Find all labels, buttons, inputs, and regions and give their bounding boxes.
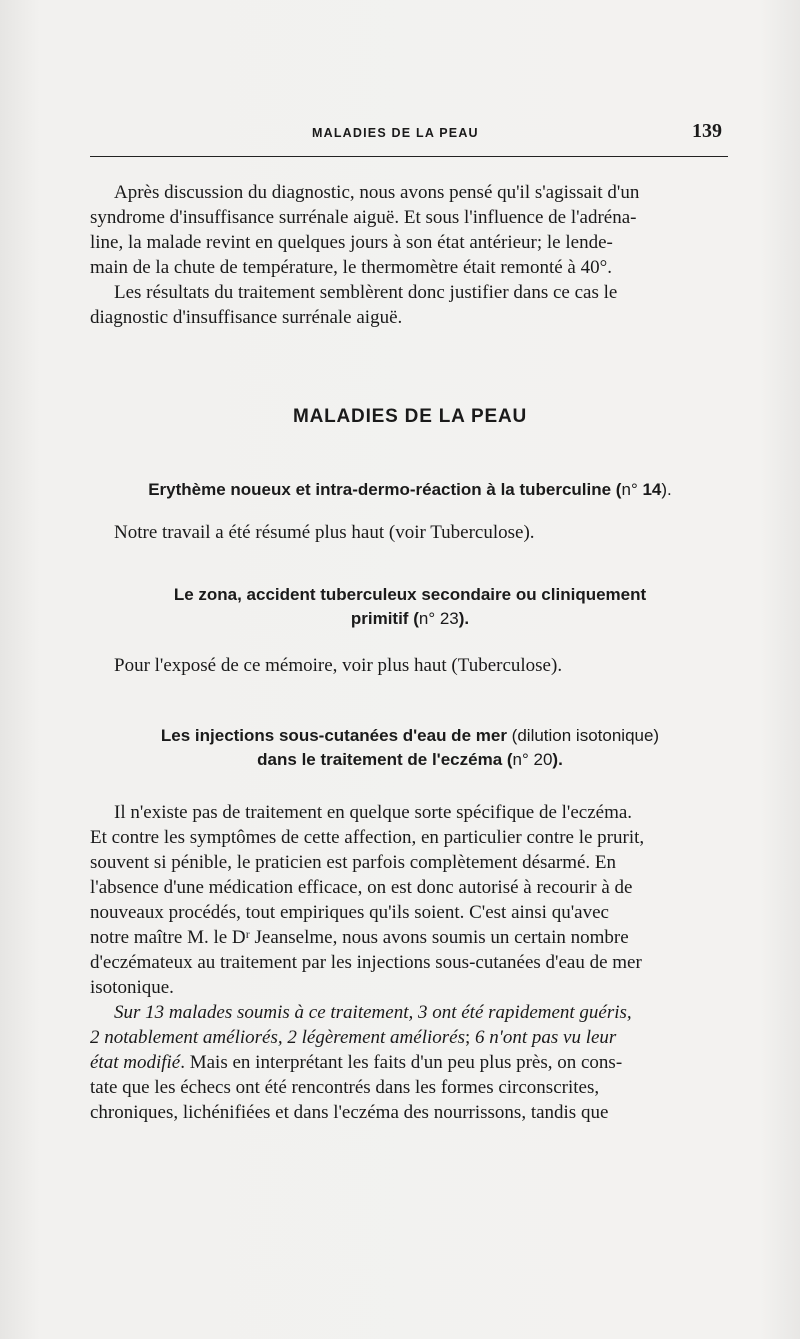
article-text-erytheme: Notre travail a été résumé plus haut (voir Tuberculose). <box>114 522 535 543</box>
paragraph-line: line, la malade revint en quelques jours à son état antérieur; le lende- <box>90 232 613 253</box>
separator: ; <box>465 1027 476 1048</box>
paragraph-line: d'eczémateux au traitement par les injections sous-cutanées d'eau de mer <box>90 952 642 973</box>
paragraph-line: isotonique. <box>90 977 174 998</box>
page-number: 139 <box>692 120 722 142</box>
paragraph-line: souvent si pénible, le praticien est parfois complètement désarmé. En <box>90 852 617 873</box>
running-head: MALADIES DE LA PEAU <box>312 126 479 140</box>
italic-text: 2 notablement améliorés, 2 légèrement améliorés <box>90 1027 465 1048</box>
page-body <box>90 180 730 1125</box>
paragraph-line: diagnostic d'insuffisance surrénale aiguë. <box>90 307 403 328</box>
paragraph-line: chroniques, lichénifiées et dans l'eczéma des nourrissons, tandis que <box>90 1102 609 1123</box>
paragraph-line <box>90 1025 730 1050</box>
paragraph-line: Après discussion du diagnostic, nous avons pensé qu'il s'agissait d'un <box>114 182 640 203</box>
title-num: n° 20 <box>512 750 553 769</box>
title-text: dans le traitement de l'eczéma ( <box>257 750 513 769</box>
article-title-injections <box>90 724 730 772</box>
paragraph-line: notre maître M. le Dʳ Jeanselme, nous avons soumis un certain nombre <box>90 927 629 948</box>
title-end: ). <box>552 750 563 769</box>
title-end: ). <box>661 480 672 499</box>
paragraph-eczema-results <box>90 1000 730 1125</box>
title-num: n° 23 <box>418 609 459 628</box>
page-header <box>90 120 728 160</box>
title-text: Les injections sous-cutanées d'eau de mer <box>160 726 512 745</box>
italic-text: Sur 13 malades soumis à ce traitement, 3 ont été rapidement guéris, <box>114 1002 632 1023</box>
paragraph-line: nouveaux procédés, tout empiriques qu'ils soient. C'est ainsi qu'avec <box>90 902 609 923</box>
italic-text: 6 n'ont pas vu leur <box>475 1027 617 1048</box>
paragraph-line: tate que les échecs ont été rencontrés dans les formes circonscrites, <box>90 1077 600 1098</box>
header-rule <box>90 156 728 157</box>
article-title-erytheme <box>90 478 730 502</box>
title-line <box>90 607 730 631</box>
title-line <box>90 724 730 748</box>
article-text-zona: Pour l'exposé de ce mémoire, voir plus haut (Tuberculose). <box>114 655 563 676</box>
paragraph-line <box>90 1050 730 1075</box>
title-num: 14 <box>642 480 662 499</box>
paragraph-eczema-intro <box>90 800 730 1000</box>
paragraph-line <box>90 1000 730 1025</box>
paragraph-line: syndrome d'insuffisance surrénale aiguë. Et sous l'influence de l'adréna- <box>90 207 637 228</box>
roman-text: . Mais en interprétant les faits d'un peu plus près, on cons- <box>180 1052 623 1073</box>
paragraph-line: Les résultats du traitement semblèrent donc justifier dans ce cas le <box>114 282 618 303</box>
paragraph-results <box>90 280 730 330</box>
paragraph-line: l'absence d'une médication efficace, on est donc autorisé à recourir à de <box>90 877 633 898</box>
title-num-prefix: n° <box>621 480 643 499</box>
section-title: MALADIES DE LA PEAU <box>292 406 528 427</box>
title-text: primitif ( <box>350 609 419 628</box>
title-line <box>90 748 730 772</box>
italic-text: état modifié <box>90 1052 181 1073</box>
paragraph-line: Et contre les symptômes de cette affection, en particulier contre le prurit, <box>90 827 645 848</box>
title-text: Erythème noueux et intra-dermo-réaction à la tuberculine ( <box>148 480 622 499</box>
title-end: ). <box>458 609 470 628</box>
article-title-zona <box>90 583 730 631</box>
title-text-light: (dilution isotonique) <box>511 726 660 745</box>
title-line: Le zona, accident tuberculeux secondaire ou cliniquement <box>173 585 647 604</box>
paragraph-line: Il n'existe pas de traitement en quelque sorte spécifique de l'eczéma. <box>114 802 633 823</box>
paragraph-line: main de la chute de température, le thermomètre était remonté à 40°. <box>90 257 612 278</box>
paragraph-diagnosis <box>90 180 730 280</box>
